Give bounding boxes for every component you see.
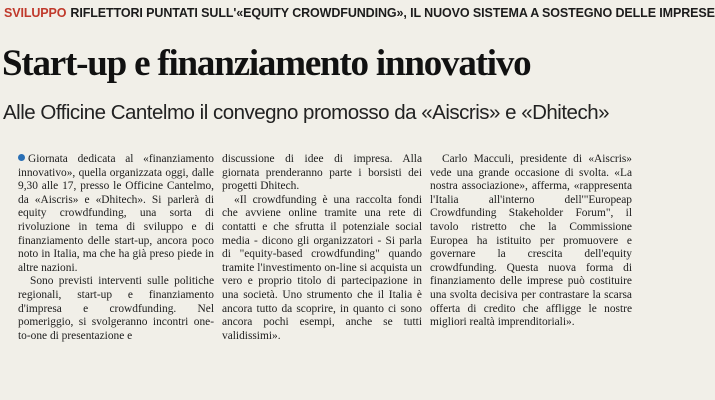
- paragraph: Sono previsti interventi sulle politiche regionali, start-up e finanziamento d'impresa e crowdfunding. Nel pomeriggio, si svolgeranno incontri one-to-one di presentazione e: [18, 275, 214, 342]
- kicker: [4, 4, 715, 22]
- subheadline: Alle Officine Cantelmo il convegno promosso da «Aiscris» e «Dhitech»: [3, 101, 610, 124]
- paragraph: [18, 153, 214, 275]
- bullet-icon: [18, 154, 25, 161]
- paragraph-text: Giornata dedicata al «finanziamento innovativo», quella organizzata oggi, dalle 9,30 alle 17, presso le Officine Cantelmo, da «Aiscris» e «Dhitech». Si parlerà di equity crowdfunding, una sorta di rivoluzione in tema di sviluppo e di finanziamento delle start-up, ancora poco noto in Italia, ma che ha già preso piede in altre nazioni.: [18, 153, 214, 274]
- headline: Start-up e finanziamento innovativo: [2, 43, 531, 84]
- paragraph: «Il crowdfunding è una raccolta fondi che avviene online tramite una rete di contatti e che sfrutta il potenziale social media - dicono gli organizzatori - Si parla di "equity-based crowdfunding" quando tramite l'investimento on-line si acquista un vero e proprio titolo di partecipazione in una società. Uno strumento che il Italia è ancora tutto da scoprire, in quanto ci sono ancora pochi esempi, anche se tutti validissimi».: [222, 193, 422, 342]
- section-tag: SVILUPPO: [4, 6, 67, 20]
- kicker-text: RIFLETTORI PUNTATI SULL'«EQUITY CROWDFUNDING», IL NUOVO SISTEMA A SOSTEGNO DELLE IMPRESE: [70, 6, 715, 20]
- paragraph: Carlo Macculi, presidente di «Aiscris» vede una grande occasione di svolta. «La nostra associazione», afferma, «rappresenta l'Italia all'interno dell'"Europeap Crowdfunding Stakeholder Forum", il tavolo ristretto che la Commissione Europea ha istituito per promuovere e governare la crescita dell'equity crowdfunding. Questa nuova forma di finanziamento delle imprese può costituire una svolta decisiva per contrastare la scarsa offerta di credito che affligge le nostre migliori realtà imprenditoriali».: [430, 153, 632, 329]
- article-column-2: [222, 153, 422, 343]
- article-column-3: [430, 153, 632, 330]
- paragraph: discussione di idee di impresa. Alla giornata prenderanno parte i borsisti dei progetti Dhitech.: [222, 153, 422, 193]
- article-column-1: [18, 153, 214, 343]
